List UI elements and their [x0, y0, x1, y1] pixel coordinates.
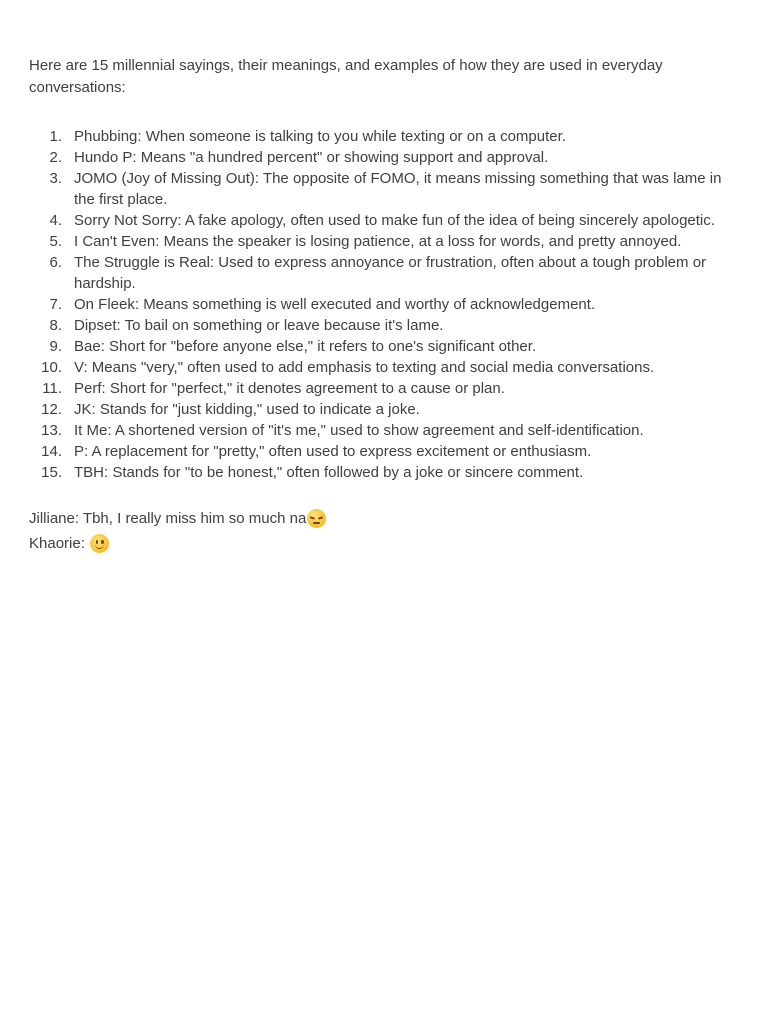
- saying-text: V: Means "very," often used to add emphasis to texting and social media conversations.: [74, 359, 655, 376]
- list-number: 10.: [41, 359, 62, 376]
- list-item: [29, 126, 744, 147]
- list-number: 14.: [41, 443, 62, 460]
- saying-text: Hundo P: Means "a hundred percent" or showing support and approval.: [74, 149, 549, 166]
- saying-text: On Fleek: Means something is well executed and worthy of acknowledgement.: [74, 296, 596, 313]
- list-item: [29, 147, 744, 168]
- slightly-smiling-face-icon: [90, 534, 109, 553]
- list-item: [29, 420, 744, 441]
- emoji-eye: [318, 516, 323, 519]
- list-item: [29, 357, 744, 378]
- list-number: 5.: [49, 233, 62, 250]
- emoji-mouth: [95, 544, 104, 549]
- list-item: [29, 168, 744, 210]
- chat-line-khaorie: [29, 531, 744, 556]
- list-number: 13.: [41, 422, 62, 439]
- list-item: [29, 231, 744, 252]
- list-item: [29, 210, 744, 231]
- saying-text: Perf: Short for "perfect," it denotes agreement to a cause or plan.: [74, 380, 505, 397]
- saying-text: Dipset: To bail on something or leave because it's lame.: [74, 317, 444, 334]
- saying-text: The Struggle is Real: Used to express annoyance or frustration, often about a tough problem or hardship.: [74, 254, 707, 292]
- saying-text: Sorry Not Sorry: A fake apology, often used to make fun of the idea of being sincerely apologetic.: [74, 212, 715, 229]
- list-number: 6.: [49, 254, 62, 271]
- list-item: [29, 336, 744, 357]
- list-number: 12.: [41, 401, 62, 418]
- list-item: [29, 378, 744, 399]
- pensive-face-icon: [307, 509, 326, 528]
- list-item: [29, 441, 744, 462]
- intro-paragraph: Here are 15 millennial sayings, their meanings, and examples of how they are used in everyday conversations:: [29, 57, 663, 96]
- sayings-list: [29, 126, 744, 483]
- list-number: 1.: [49, 128, 62, 145]
- list-number: 9.: [49, 338, 62, 355]
- emoji-eye: [310, 516, 315, 519]
- list-number: 4.: [49, 212, 62, 229]
- saying-text: I Can't Even: Means the speaker is losing patience, at a loss for words, and pretty annoyed.: [74, 233, 682, 250]
- document-body: [29, 55, 744, 556]
- saying-text: It Me: A shortened version of "it's me," used to show agreement and self-identification.: [74, 422, 644, 439]
- chat-example: [29, 506, 744, 556]
- saying-text: Phubbing: When someone is talking to you while texting or on a computer.: [74, 128, 566, 145]
- list-item: [29, 294, 744, 315]
- list-item: [29, 399, 744, 420]
- chat-message: Jilliane: Tbh, I really miss him so much na: [29, 510, 307, 527]
- saying-text: JOMO (Joy of Missing Out): The opposite of FOMO, it means missing something that was lame in the first place.: [74, 170, 722, 208]
- chat-line-jilliane: [29, 506, 744, 531]
- saying-text: JK: Stands for "just kidding," used to indicate a joke.: [74, 401, 420, 418]
- chat-message: Khaorie:: [29, 535, 90, 552]
- list-number: 15.: [41, 464, 62, 481]
- saying-text: Bae: Short for "before anyone else," it refers to one's significant other.: [74, 338, 537, 355]
- list-number: 8.: [49, 317, 62, 334]
- list-item: [29, 252, 744, 294]
- list-number: 3.: [49, 170, 62, 187]
- list-number: 11.: [42, 380, 62, 397]
- emoji-mouth: [313, 522, 320, 524]
- list-item: [29, 462, 744, 483]
- saying-text: P: A replacement for "pretty," often used to express excitement or enthusiasm.: [74, 443, 592, 460]
- list-item: [29, 315, 744, 336]
- list-number: 7.: [49, 296, 62, 313]
- saying-text: TBH: Stands for "to be honest," often followed by a joke or sincere comment.: [74, 464, 584, 481]
- list-number: 2.: [49, 149, 62, 166]
